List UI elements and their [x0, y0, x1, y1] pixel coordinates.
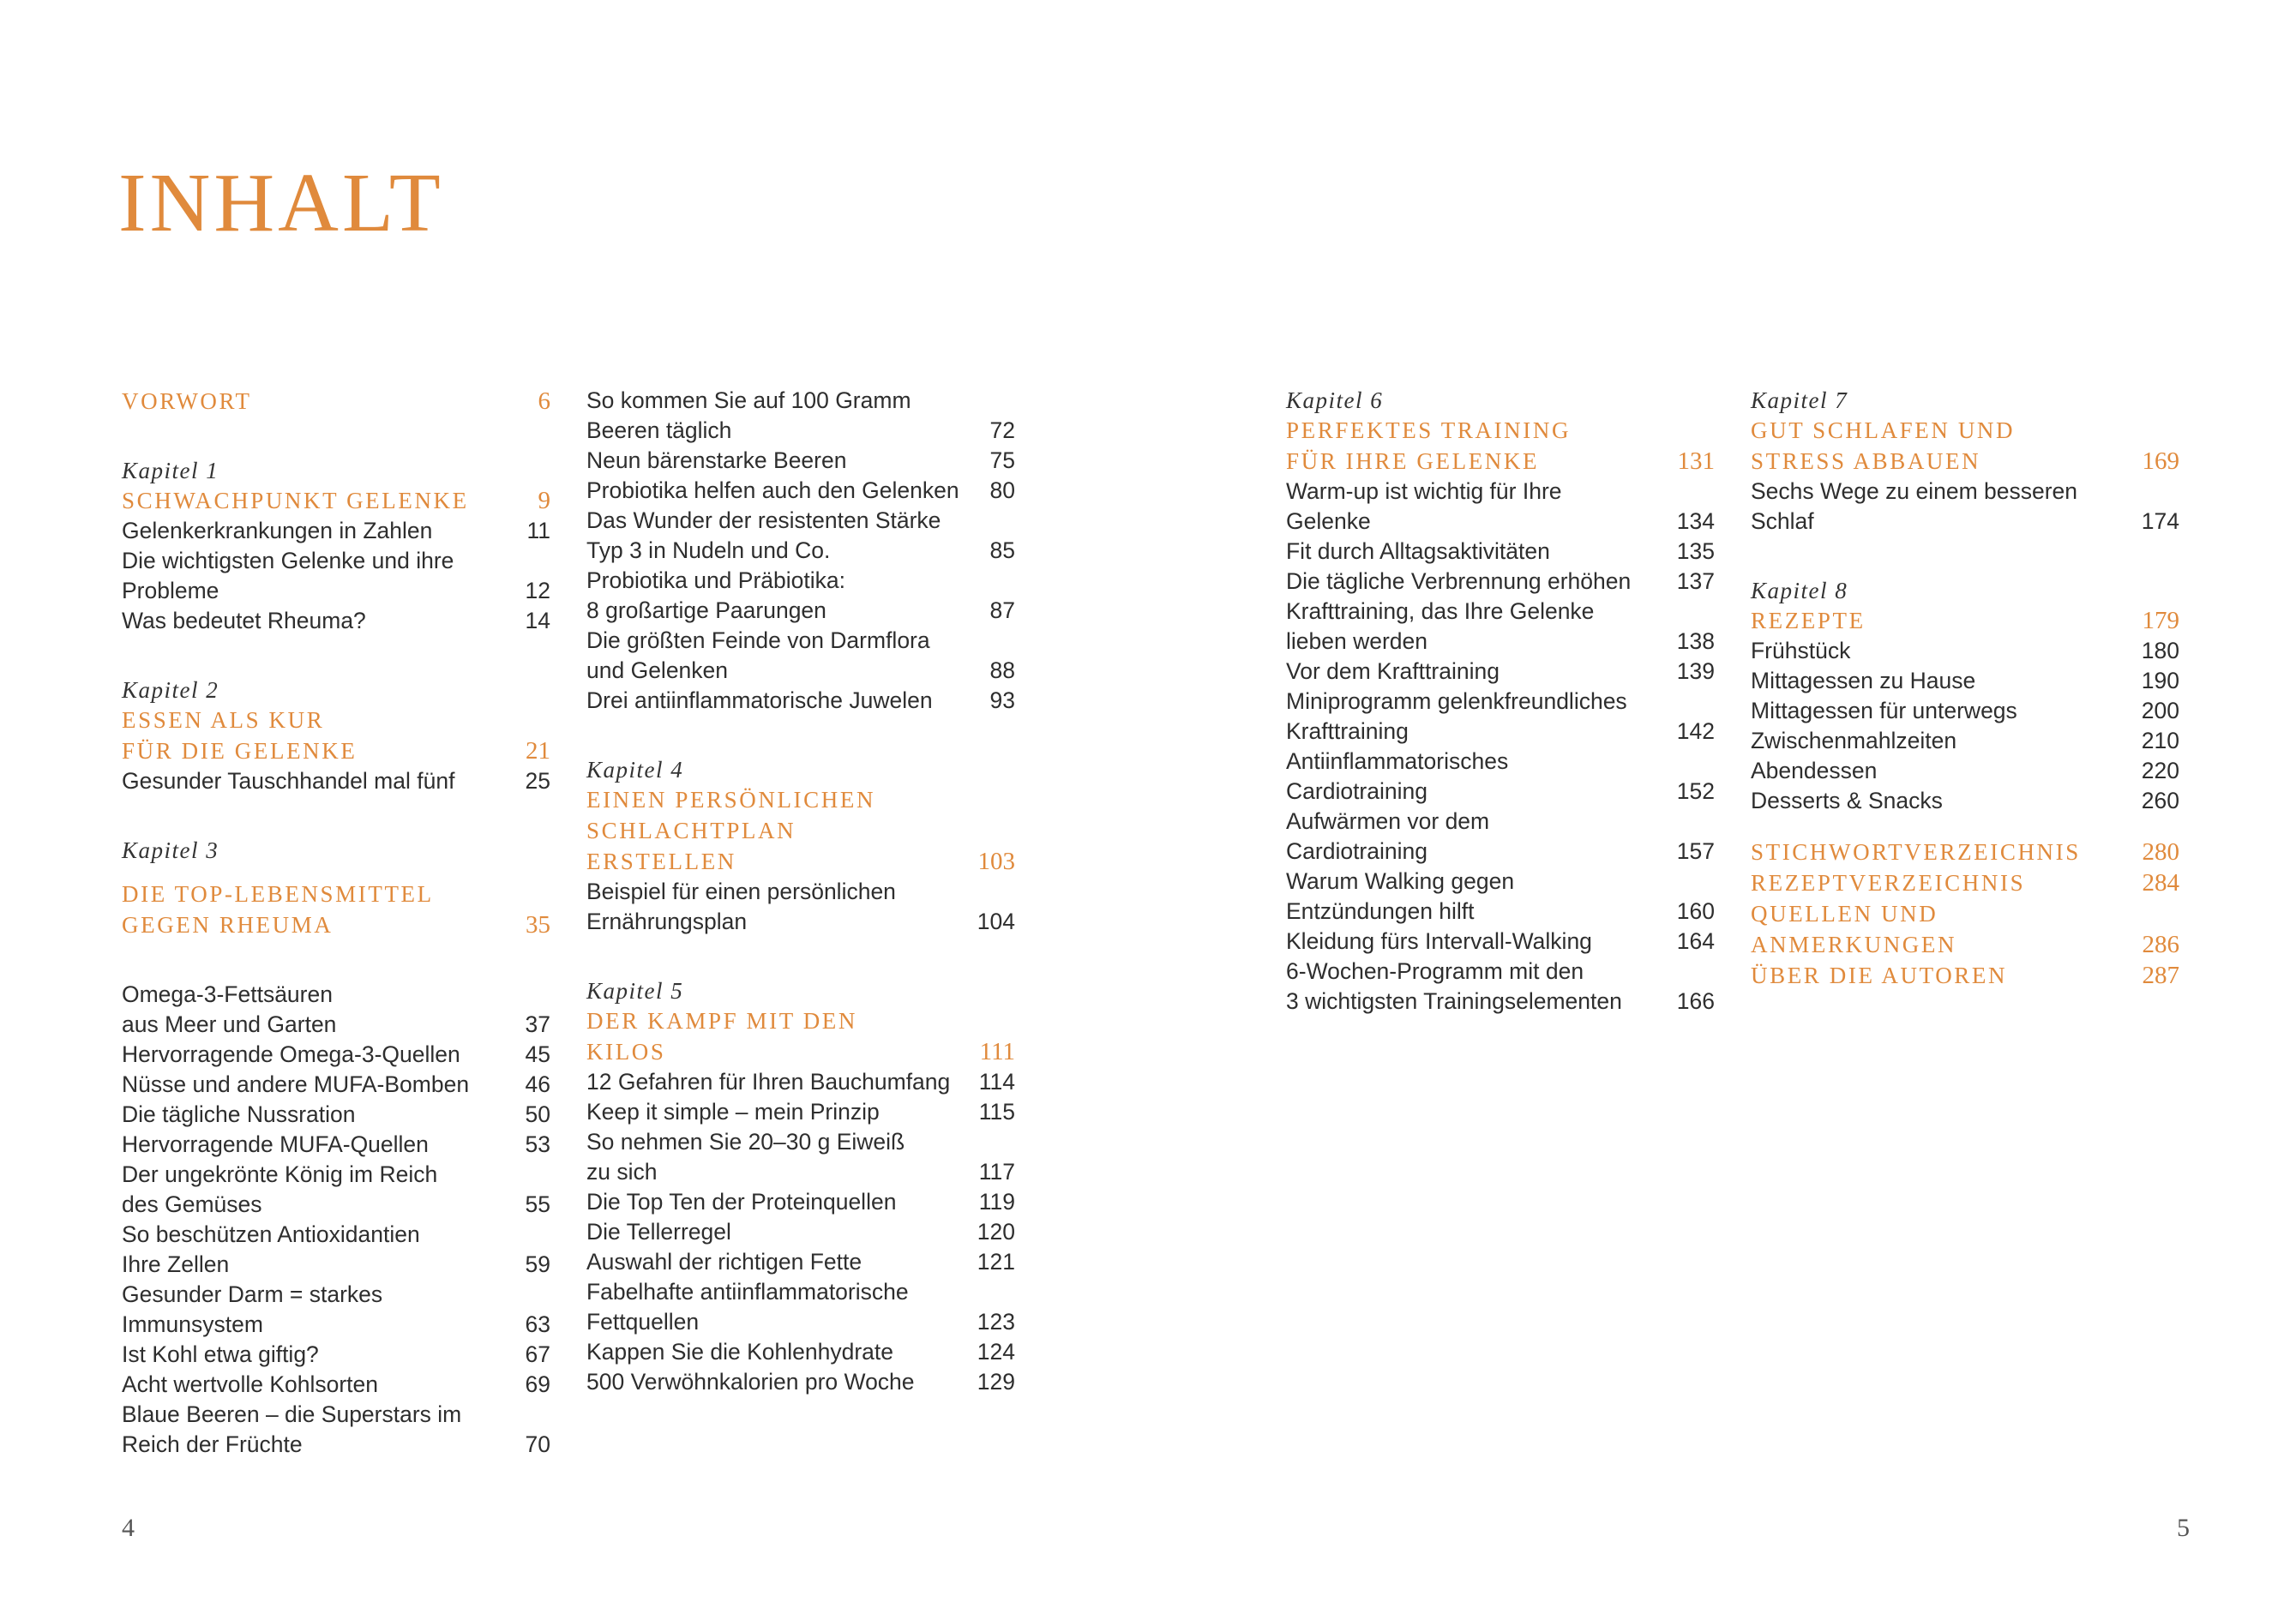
toc-entry[interactable]	[1751, 507, 2179, 537]
toc-entry[interactable]	[122, 1430, 550, 1460]
toc-heading-text: GUT SCHLAFEN UND	[1751, 417, 2016, 443]
toc-entry[interactable]	[1286, 507, 1715, 537]
page-ref: 50	[525, 1101, 550, 1127]
toc-heading[interactable]	[586, 815, 1015, 846]
page-ref: 67	[525, 1341, 550, 1367]
toc-heading-text: STRESS ABBAUEN	[1751, 448, 1981, 474]
page-ref: 135	[1676, 538, 1715, 564]
toc-heading-text: ÜBER DIE AUTOREN	[1751, 963, 2008, 988]
toc-heading-text: SCHWACHPUNKT GELENKE	[122, 488, 469, 513]
toc-entry-text: Acht wertvolle Kohlsorten	[122, 1371, 379, 1397]
chapter-label-text: Kapitel 3	[122, 837, 219, 863]
toc-heading-text: ERSTELLEN	[586, 849, 736, 874]
toc-entry[interactable]	[586, 446, 1015, 476]
toc-entry[interactable]	[586, 536, 1015, 566]
toc-entry[interactable]	[586, 476, 1015, 506]
toc-entry-text: Vor dem Krafttraining	[1286, 658, 1500, 684]
chapter-label	[586, 976, 1015, 1005]
toc-entry[interactable]	[1286, 567, 1715, 597]
page-ref: 166	[1676, 988, 1715, 1014]
page-ref: 134	[1676, 508, 1715, 534]
toc-entry[interactable]	[122, 1310, 550, 1340]
page-ref: 137	[1676, 568, 1715, 594]
page-ref: 103	[977, 848, 1015, 875]
toc-heading-text: STICHWORTVERZEICHNIS	[1751, 839, 2081, 865]
chapter-label-text: Kapitel 8	[1751, 578, 1848, 603]
toc-entry-text: Antiinflammatorisches	[1286, 748, 1509, 774]
toc-entry-text: So kommen Sie auf 100 Gramm	[586, 387, 911, 413]
toc-entry-text: Die Tellerregel	[586, 1219, 731, 1245]
toc-entry[interactable]	[1286, 867, 1715, 897]
page-ref: 131	[1677, 447, 1715, 475]
toc-entry[interactable]	[122, 1370, 550, 1400]
chapter-label-text: Kapitel 7	[1751, 387, 1848, 413]
page-ref: 72	[989, 417, 1015, 443]
toc-heading[interactable]	[1286, 415, 1715, 446]
page-ref: 139	[1676, 658, 1715, 684]
toc-heading-text: GEGEN RHEUMA	[122, 912, 334, 938]
page-ref: 115	[978, 1099, 1015, 1125]
page-ref: 87	[989, 597, 1015, 623]
toc-entry-text: Die tägliche Nussration	[122, 1101, 356, 1127]
toc-entry-text: Cardiotraining	[1286, 838, 1427, 864]
chapter-label	[122, 456, 550, 485]
toc-entry[interactable]	[586, 1277, 1015, 1307]
toc-heading-text: REZEPTVERZEICHNIS	[1751, 870, 2026, 896]
toc-entry-text: zu sich	[586, 1159, 658, 1185]
toc-entry-text: Probiotika und Präbiotika:	[586, 567, 845, 593]
toc-entry-text: Die wichtigsten Gelenke und ihre	[122, 548, 454, 573]
toc-column-3	[1286, 386, 1715, 1017]
page-ref: 174	[2141, 508, 2179, 534]
page-ref: 37	[525, 1011, 550, 1037]
page-ref: 179	[2142, 607, 2179, 634]
toc-entry-text: Krafttraining, das Ihre Gelenke	[1286, 598, 1595, 624]
page-ref: 121	[977, 1249, 1015, 1275]
toc-entry[interactable]	[586, 506, 1015, 536]
toc-entry-text: So nehmen Sie 20–30 g Eiweiß	[586, 1129, 905, 1155]
toc-entry[interactable]	[122, 1010, 550, 1040]
toc-entry[interactable]	[122, 980, 550, 1010]
toc-entry[interactable]	[1286, 807, 1715, 837]
toc-entry-text: Hervorragende MUFA-Quellen	[122, 1131, 429, 1157]
toc-entry-text: Ihre Zellen	[122, 1251, 230, 1277]
page-ref: 46	[525, 1071, 550, 1097]
toc-entry[interactable]	[1286, 597, 1715, 627]
toc-entry[interactable]	[586, 386, 1015, 416]
toc-entry-text: lieben werden	[1286, 628, 1428, 654]
toc-entry-text: Miniprogramm gelenkfreundliches	[1286, 688, 1627, 714]
page-title: INHALT	[118, 157, 444, 249]
toc-entry-text: Gelenkerkrankungen in Zahlen	[122, 518, 433, 543]
page-ref: 12	[525, 578, 550, 603]
page-ref: 70	[525, 1431, 550, 1457]
page-ref: 287	[2142, 962, 2179, 989]
toc-heading-text: DER KAMPF MIT DEN	[586, 1008, 857, 1034]
toc-heading[interactable]	[122, 879, 550, 909]
toc-entry[interactable]	[122, 606, 550, 636]
toc-column-2	[586, 386, 1015, 1397]
toc-entry-text: Gesunder Tauschhandel mal fünf	[122, 768, 455, 794]
toc-entry[interactable]	[1286, 657, 1715, 687]
page-ref: 180	[2141, 638, 2179, 663]
toc-entry-text: Ist Kohl etwa giftig?	[122, 1341, 319, 1367]
toc-entry[interactable]	[1286, 927, 1715, 957]
toc-entry[interactable]	[586, 1067, 1015, 1097]
toc-heading[interactable]	[1286, 446, 1715, 477]
toc-entry[interactable]	[1286, 777, 1715, 807]
toc-entry[interactable]	[586, 596, 1015, 626]
page-ref: 25	[525, 768, 550, 794]
toc-heading[interactable]	[1751, 837, 2179, 867]
page-ref: 260	[2141, 788, 2179, 813]
page-ref: 164	[1676, 928, 1715, 954]
toc-entry-text: Immunsystem	[122, 1311, 263, 1337]
toc-entry[interactable]	[586, 686, 1015, 716]
toc-entry[interactable]	[586, 1247, 1015, 1277]
page-ref: 6	[538, 387, 550, 415]
toc-entry-text: Gelenke	[1286, 508, 1371, 534]
page-ref: 14	[525, 608, 550, 633]
toc-entry-text: Nüsse und andere MUFA-Bomben	[122, 1071, 470, 1097]
toc-column-1	[122, 386, 550, 1460]
page-ref: 55	[525, 1191, 550, 1217]
chapter-label	[122, 675, 550, 705]
page-ref: 21	[526, 737, 550, 765]
page-ref: 85	[989, 537, 1015, 563]
toc-entry-text: Schlaf	[1751, 508, 1814, 534]
toc-heading-text: ANMERKUNGEN	[1751, 932, 1957, 957]
toc-entry[interactable]	[122, 1340, 550, 1370]
toc-entry[interactable]	[1751, 696, 2179, 726]
toc-entry-text: Omega-3-Fettsäuren	[122, 981, 333, 1007]
toc-heading[interactable]	[586, 1036, 1015, 1067]
page-ref: 160	[1676, 898, 1715, 924]
page-ref: 59	[525, 1251, 550, 1277]
toc-entry-text: Auswahl der richtigen Fette	[586, 1249, 863, 1275]
toc-entry[interactable]	[122, 1190, 550, 1220]
page-ref: 75	[989, 447, 1015, 473]
page-ref: 88	[989, 657, 1015, 683]
toc-entry-text: 500 Verwöhnkalorien pro Woche	[586, 1369, 915, 1395]
toc-entry[interactable]	[586, 1127, 1015, 1157]
page-ref: 152	[1676, 778, 1715, 804]
chapter-label	[1751, 386, 2179, 415]
page-ref: 93	[989, 687, 1015, 713]
toc-entry[interactable]	[122, 1070, 550, 1100]
toc-entry-text: aus Meer und Garten	[122, 1011, 337, 1037]
toc-entry-text: 3 wichtigsten Trainingselementen	[1286, 988, 1622, 1014]
page-ref: 114	[978, 1069, 1015, 1095]
toc-entry-text: Ernährungsplan	[586, 909, 748, 934]
toc-heading-text: KILOS	[586, 1039, 666, 1065]
toc-entry-text: Mittagessen für unterwegs	[1751, 698, 2017, 723]
toc-entry[interactable]	[122, 1250, 550, 1280]
toc-entry-text: 6-Wochen-Programm mit den	[1286, 958, 1584, 984]
toc-entry-text: Drei antiinflammatorische Juwelen	[586, 687, 933, 713]
toc-heading[interactable]	[1751, 867, 2179, 898]
spacer	[122, 865, 550, 879]
toc-entry-text: Gesunder Darm = starkes	[122, 1281, 383, 1307]
page-ref: 53	[525, 1131, 550, 1157]
toc-column-4	[1751, 386, 2179, 991]
spacer	[1751, 537, 2179, 576]
chapter-label	[1751, 576, 2179, 605]
toc-entry[interactable]	[1751, 786, 2179, 816]
toc-heading-text: PERFEKTES TRAINING	[1286, 417, 1572, 443]
toc-entry-text: des Gemüses	[122, 1191, 262, 1217]
chapter-label-text: Kapitel 2	[122, 677, 219, 703]
toc-heading-text: VORWORT	[122, 388, 252, 414]
toc-entry-text: Zwischenmahlzeiten	[1751, 728, 1957, 753]
toc-entry-text: Blaue Beeren – die Superstars im	[122, 1401, 462, 1427]
spacer	[586, 716, 1015, 755]
chapter-label-text: Kapitel 5	[586, 978, 684, 1004]
toc-entry-text: 12 Gefahren für Ihren Bauchumfang	[586, 1069, 951, 1095]
page-ref: 200	[2141, 698, 2179, 723]
toc-heading[interactable]	[1751, 960, 2179, 991]
toc-heading-text: SCHLACHTPLAN	[586, 818, 796, 843]
toc-entry-text: Warum Walking gegen	[1286, 868, 1515, 894]
toc-entry-text: Der ungekrönte König im Reich	[122, 1161, 438, 1187]
page-ref: 142	[1676, 718, 1715, 744]
toc-entry[interactable]	[586, 1187, 1015, 1217]
chapter-label	[586, 755, 1015, 784]
toc-heading[interactable]	[122, 485, 550, 516]
chapter-label-text: Kapitel 4	[586, 757, 684, 783]
spacer	[122, 796, 550, 836]
toc-entry-text: Kappen Sie die Kohlenhydrate	[586, 1339, 894, 1365]
toc-entry[interactable]	[1751, 636, 2179, 666]
toc-entry-text: Mittagessen zu Hause	[1751, 668, 1976, 693]
page-ref: 120	[977, 1219, 1015, 1245]
toc-entry-text: Fettquellen	[586, 1309, 700, 1335]
toc-entry-text: Kleidung fürs Intervall-Walking	[1286, 928, 1592, 954]
toc-heading[interactable]	[586, 846, 1015, 877]
toc-entry[interactable]	[122, 1100, 550, 1130]
page-ref: 157	[1676, 838, 1715, 864]
toc-entry[interactable]	[122, 1160, 550, 1190]
page-ref: 210	[2141, 728, 2179, 753]
toc-entry[interactable]	[1286, 477, 1715, 507]
page-ref: 119	[978, 1189, 1015, 1215]
toc-entry[interactable]	[1286, 627, 1715, 657]
toc-heading[interactable]	[586, 1005, 1015, 1036]
toc-entry-text: Fabelhafte antiinflammatorische	[586, 1279, 909, 1305]
toc-heading-text: FÜR IHRE GELENKE	[1286, 448, 1540, 474]
toc-entry-text: Entzündungen hilft	[1286, 898, 1475, 924]
chapter-label	[1286, 386, 1715, 415]
spacer	[122, 417, 550, 456]
toc-entry[interactable]	[586, 626, 1015, 656]
toc-entry-text: So beschützen Antioxidantien	[122, 1221, 420, 1247]
toc-heading[interactable]	[1751, 446, 2179, 477]
toc-heading[interactable]	[122, 909, 550, 940]
page-number-left: 4	[122, 1514, 135, 1542]
toc-entry[interactable]	[1286, 537, 1715, 567]
page-ref: 80	[989, 477, 1015, 503]
toc-entry[interactable]	[122, 766, 550, 796]
toc-entry[interactable]	[122, 516, 550, 546]
toc-entry-text: Aufwärmen vor dem	[1286, 808, 1490, 834]
toc-heading[interactable]	[122, 735, 550, 766]
toc-entry-text: Die Top Ten der Proteinquellen	[586, 1189, 897, 1215]
toc-entry-text: Warm-up ist wichtig für Ihre	[1286, 478, 1562, 504]
toc-entry-text: Hervorragende Omega-3-Quellen	[122, 1041, 460, 1067]
page-ref: 280	[2142, 838, 2179, 866]
spacer	[1751, 816, 2179, 837]
page-ref: 117	[978, 1159, 1015, 1185]
page-ref: 104	[977, 909, 1015, 934]
toc-entry-text: Frühstück	[1751, 638, 1851, 663]
toc-heading-text: FÜR DIE GELENKE	[122, 738, 358, 764]
toc-heading[interactable]	[586, 784, 1015, 815]
toc-heading-text: ESSEN ALS KUR	[122, 707, 325, 733]
toc-entry-text: Desserts & Snacks	[1751, 788, 1943, 813]
page-ref: 124	[977, 1339, 1015, 1365]
toc-entry[interactable]	[122, 1130, 550, 1160]
chapter-label-text: Kapitel 6	[1286, 387, 1384, 413]
toc-entry-text: Beeren täglich	[586, 417, 732, 443]
toc-entry[interactable]	[586, 877, 1015, 907]
toc-heading[interactable]	[1751, 415, 2179, 446]
toc-entry[interactable]	[1286, 897, 1715, 927]
page-ref: 169	[2142, 447, 2179, 475]
page-ref: 69	[525, 1371, 550, 1397]
toc-entry[interactable]	[1286, 987, 1715, 1017]
page-ref: 35	[526, 911, 550, 939]
toc-entry-text: Krafttraining	[1286, 718, 1409, 744]
page-ref: 284	[2142, 869, 2179, 897]
spacer	[586, 937, 1015, 976]
toc-entry[interactable]	[122, 1220, 550, 1250]
toc-entry[interactable]	[586, 566, 1015, 596]
toc-entry[interactable]	[122, 1040, 550, 1070]
toc-entry[interactable]	[122, 1280, 550, 1310]
toc-heading[interactable]	[1751, 605, 2179, 636]
toc-entry[interactable]	[586, 656, 1015, 686]
toc-entry-text: und Gelenken	[586, 657, 729, 683]
page-ref: 9	[538, 487, 550, 514]
toc-entry[interactable]	[1751, 756, 2179, 786]
toc-entry-text: Die größten Feinde von Darmflora	[586, 627, 930, 653]
chapter-label-text: Kapitel 1	[122, 458, 219, 483]
toc-entry-text: Probleme	[122, 578, 219, 603]
toc-entry[interactable]	[122, 546, 550, 576]
toc-heading-text: DIE TOP-LEBENSMITTEL	[122, 881, 434, 907]
toc-entry[interactable]	[586, 1097, 1015, 1127]
page-ref: 129	[977, 1369, 1015, 1395]
page-ref: 286	[2142, 931, 2179, 958]
toc-heading-text: REZEPTE	[1751, 608, 1866, 633]
toc-entry[interactable]	[586, 416, 1015, 446]
toc-entry[interactable]	[1286, 837, 1715, 867]
page-ref: 138	[1676, 628, 1715, 654]
toc-entry[interactable]	[586, 1157, 1015, 1187]
toc-entry-text: Reich der Früchte	[122, 1431, 303, 1457]
toc-entry[interactable]	[1286, 687, 1715, 717]
toc-entry-text: Das Wunder der resistenten Stärke	[586, 507, 941, 533]
toc-entry[interactable]	[122, 576, 550, 606]
toc-entry[interactable]	[1751, 726, 2179, 756]
toc-entry-text: Probiotika helfen auch den Gelenken	[586, 477, 959, 503]
page-ref: 190	[2141, 668, 2179, 693]
toc-entry[interactable]	[1286, 717, 1715, 747]
toc-entry[interactable]	[1751, 477, 2179, 507]
toc-entry[interactable]	[122, 1400, 550, 1430]
toc-entry-text: Neun bärenstarke Beeren	[586, 447, 847, 473]
toc-entry-text: Sechs Wege zu einem besseren	[1751, 478, 2078, 504]
spacer	[122, 940, 550, 980]
toc-entry-text: Beispiel für einen persönlichen	[586, 879, 896, 904]
toc-entry-text: Fit durch Alltagsaktivitäten	[1286, 538, 1550, 564]
page-ref: 220	[2141, 758, 2179, 783]
page-ref: 111	[979, 1038, 1015, 1065]
toc-entry-text: Cardiotraining	[1286, 778, 1427, 804]
chapter-label	[122, 836, 550, 865]
page-ref: 63	[525, 1311, 550, 1337]
toc-heading[interactable]	[122, 386, 550, 417]
toc-entry[interactable]	[1286, 957, 1715, 987]
toc-entry-text: Typ 3 in Nudeln und Co.	[586, 537, 831, 563]
page-number-right: 5	[2177, 1514, 2190, 1542]
toc-entry-text: Abendessen	[1751, 758, 1878, 783]
toc-entry[interactable]	[586, 1217, 1015, 1247]
page-ref: 11	[526, 518, 550, 543]
spacer	[122, 636, 550, 675]
toc-entry[interactable]	[586, 907, 1015, 937]
toc-entry[interactable]	[1286, 747, 1715, 777]
toc-entry[interactable]	[586, 1337, 1015, 1367]
toc-heading-text: QUELLEN UND	[1751, 901, 1938, 927]
toc-heading[interactable]	[122, 705, 550, 735]
toc-entry-text: Was bedeutet Rheuma?	[122, 608, 366, 633]
page-ref: 45	[525, 1041, 550, 1067]
toc-heading-text: EINEN PERSÖNLICHEN	[586, 787, 876, 813]
toc-entry-text: Die tägliche Verbrennung erhöhen	[1286, 568, 1632, 594]
toc-heading[interactable]	[1751, 898, 2179, 929]
page-ref: 123	[977, 1309, 1015, 1335]
toc-entry-text: 8 großartige Paarungen	[586, 597, 826, 623]
toc-entry[interactable]	[1751, 666, 2179, 696]
toc-entry[interactable]	[586, 1367, 1015, 1397]
toc-entry[interactable]	[586, 1307, 1015, 1337]
toc-heading[interactable]	[1751, 929, 2179, 960]
toc-entry-text: Keep it simple – mein Prinzip	[586, 1099, 880, 1125]
